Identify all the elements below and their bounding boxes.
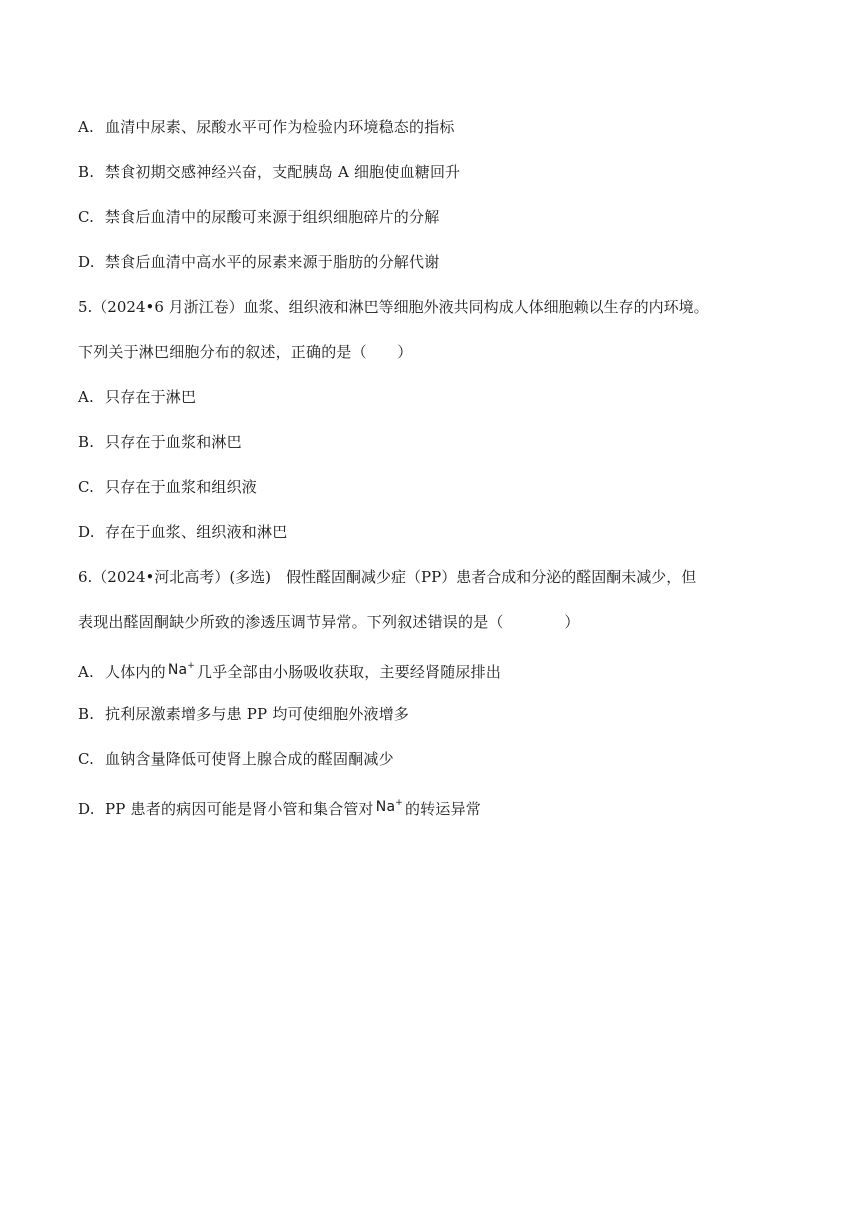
q4-option-a <box>78 117 455 137</box>
option-letter: C. <box>78 750 95 768</box>
option-letter: A. <box>78 663 95 681</box>
q5-stem-line1: 5.（2024•6 月浙江卷）血浆、组织液和淋巴等细胞外液共同构成人体细胞赖以生存的内环境。 <box>78 298 709 316</box>
sodium-symbol: Na <box>375 799 396 815</box>
q5-option-d <box>78 522 287 542</box>
option-text: 血钠含量降低可使肾上腺合成的醛固酮减少 <box>105 750 394 768</box>
option-text: 禁食后血清中的尿酸可来源于组织细胞碎片的分解 <box>105 208 440 226</box>
sodium-symbol: Na <box>167 662 188 678</box>
q6-option-d <box>78 796 481 820</box>
option-text-after: 的转运异常 <box>404 800 481 818</box>
q6-option-b <box>78 704 409 724</box>
sodium-charge: + <box>395 798 403 808</box>
option-letter: B. <box>78 433 95 451</box>
sodium-ion-formula <box>168 662 195 678</box>
sodium-ion-formula <box>376 799 403 815</box>
q6-stem-line1: 6.（2024•河北高考）(多选) 假性醛固酮减少症（PP）患者合成和分泌的醛固酮未减少，但 <box>78 568 697 586</box>
q6-stem-line2: 表现出醛固酮缺少所致的渗透压调节异常。下列叙述错误的是（ ） <box>78 613 580 631</box>
q6-option-a <box>78 659 501 683</box>
q4-option-b <box>78 162 460 182</box>
option-text-before: 人体内的 <box>105 663 166 681</box>
option-text: 血清中尿素、尿酸水平可作为检验内环境稳态的指标 <box>105 118 455 136</box>
option-letter: A. <box>78 118 95 136</box>
option-text: 只存在于血浆和淋巴 <box>105 433 242 451</box>
option-text-before: PP 患者的病因可能是肾小管和集合管对 <box>105 800 374 818</box>
option-letter: D. <box>78 800 95 818</box>
option-letter: A. <box>78 388 95 406</box>
option-letter: D. <box>78 253 95 271</box>
q5-stem-line2: 下列关于淋巴细胞分布的叙述，正确的是（ ） <box>78 343 413 361</box>
option-text: 禁食后血清中高水平的尿素来源于脂肪的分解代谢 <box>105 253 440 271</box>
option-text: 存在于血浆、组织液和淋巴 <box>105 523 288 541</box>
q6-option-c <box>78 749 394 769</box>
q5-option-b <box>78 432 242 452</box>
option-letter: C. <box>78 208 95 226</box>
option-text: 只存在于血浆和组织液 <box>105 478 258 496</box>
option-text: 只存在于淋巴 <box>105 388 197 406</box>
option-letter: B. <box>78 705 95 723</box>
q4-option-c <box>78 207 439 227</box>
q4-option-d <box>78 252 439 272</box>
sodium-charge: + <box>187 661 196 671</box>
option-text: 抗利尿激素增多与患 PP 均可使细胞外液增多 <box>105 705 410 723</box>
q5-option-a <box>78 387 196 407</box>
option-letter: D. <box>78 523 95 541</box>
option-letter: B. <box>78 163 95 181</box>
option-text-after: 几乎全部由小肠吸收获取，主要经肾随尿排出 <box>197 663 502 681</box>
option-text: 禁食初期交感神经兴奋，支配胰岛 A 细胞使血糖回升 <box>105 163 461 181</box>
option-letter: C. <box>78 478 95 496</box>
q5-option-c <box>78 477 257 497</box>
